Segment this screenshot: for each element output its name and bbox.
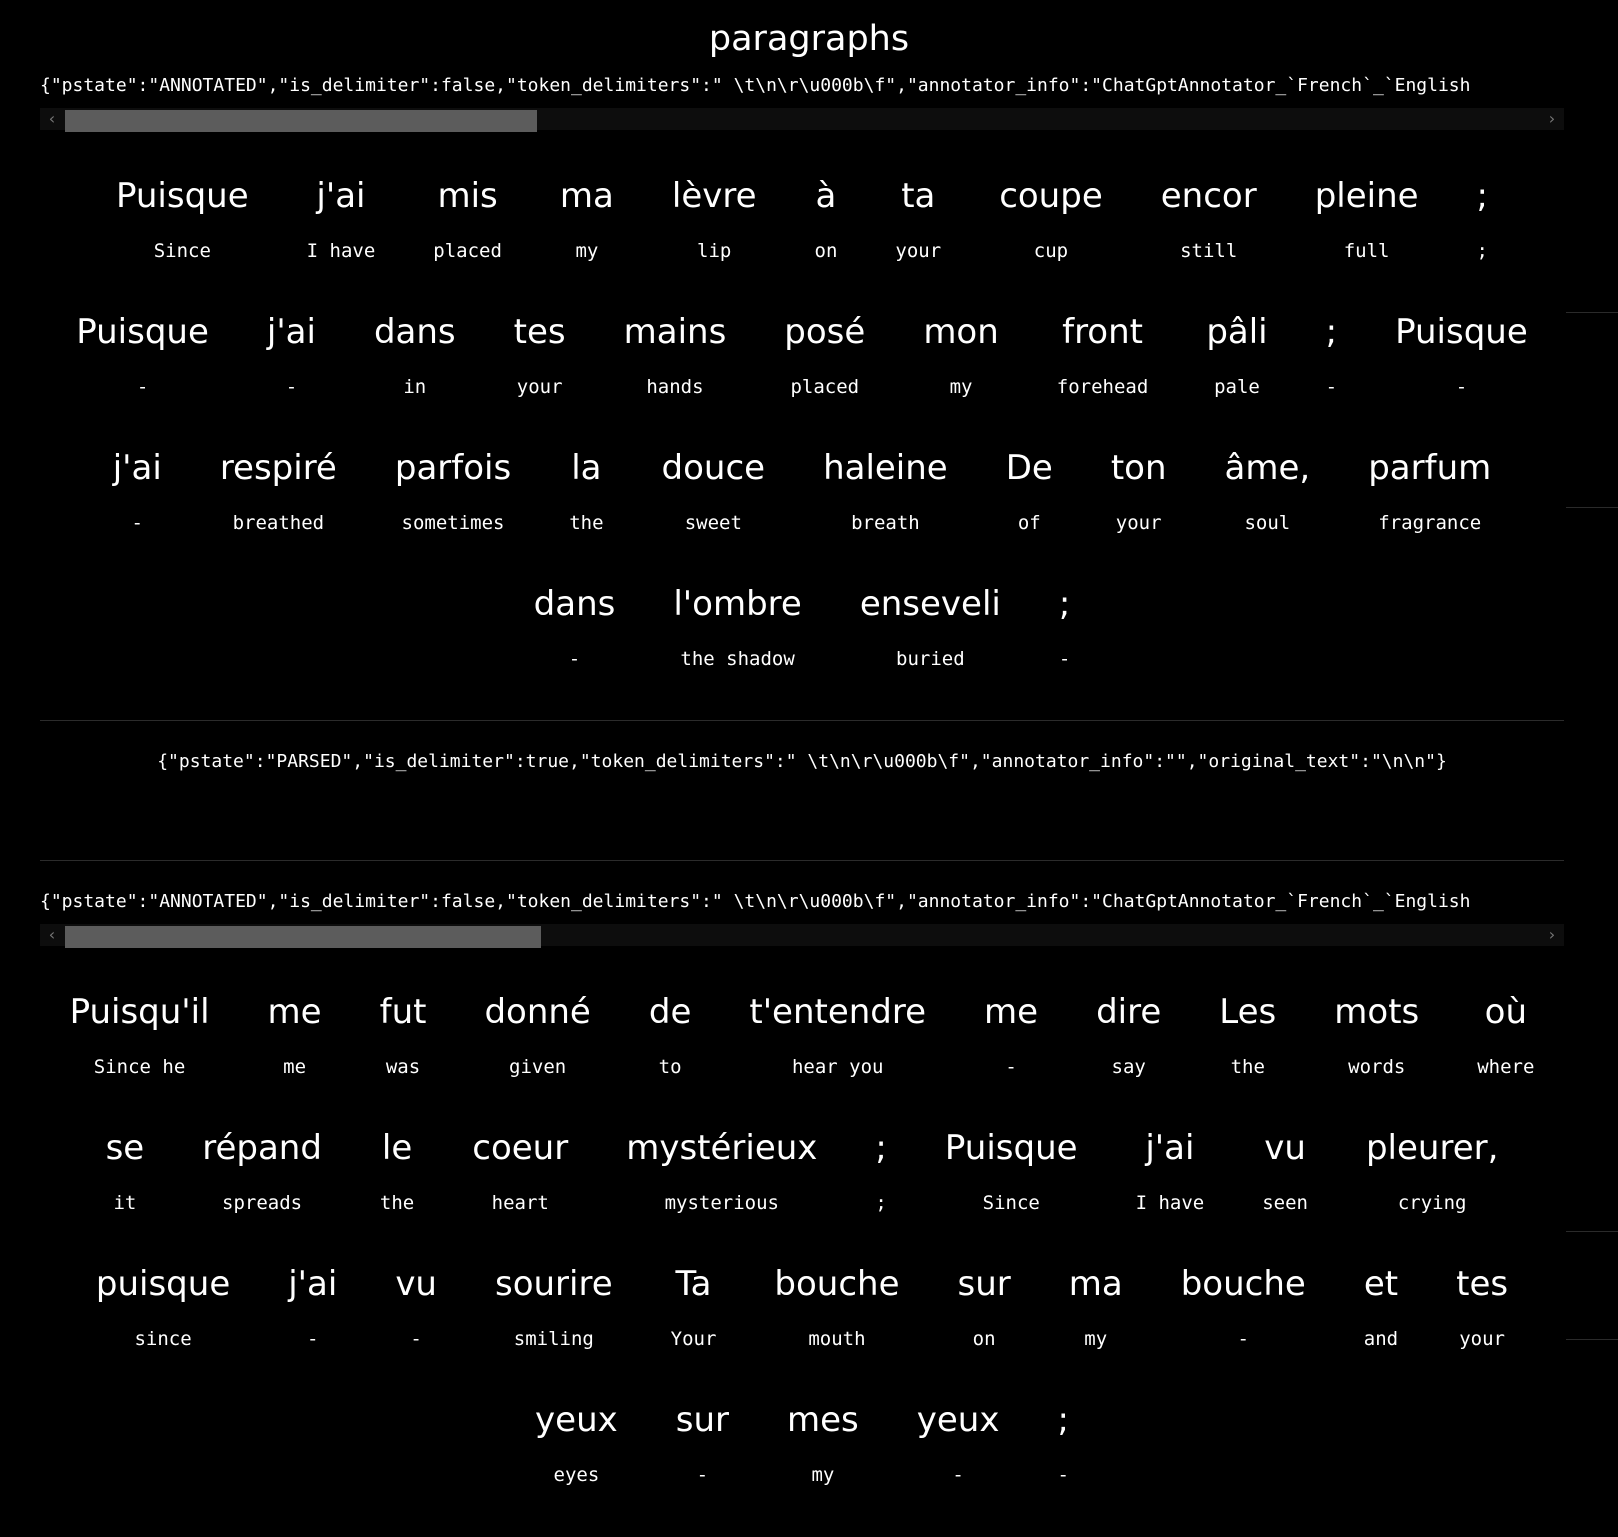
token[interactable] (1335, 1252, 1427, 1388)
token-translation: still (1180, 240, 1238, 262)
token[interactable] (595, 300, 756, 436)
token-word: le (381, 1128, 413, 1168)
scrollbar-thumb[interactable] (65, 110, 537, 132)
token-word: dire (1096, 992, 1162, 1032)
token[interactable] (1152, 1252, 1335, 1388)
token[interactable] (366, 1252, 466, 1388)
scrollbar-thumb[interactable] (65, 926, 541, 948)
token-word: vu (1264, 1128, 1306, 1168)
token-translation: - (1057, 1464, 1069, 1486)
token-translation: Since (982, 1192, 1040, 1214)
token-translation: ; (1476, 240, 1488, 262)
token[interactable] (1190, 980, 1305, 1116)
token-word: ta (901, 176, 936, 216)
token-word: j'ai (316, 176, 366, 216)
token[interactable] (1028, 300, 1178, 436)
token[interactable] (1297, 300, 1366, 436)
token-translation: crying (1397, 1192, 1467, 1214)
annotated-paragraph (40, 980, 1564, 1524)
token[interactable] (239, 980, 351, 1116)
token-translation: given (509, 1056, 567, 1078)
token[interactable] (466, 1252, 642, 1388)
token-word: donné (484, 992, 591, 1032)
token[interactable] (647, 1388, 758, 1524)
token[interactable] (642, 1252, 746, 1388)
token[interactable] (455, 980, 619, 1116)
token-translation: say (1111, 1056, 1146, 1078)
token-translation: - (1237, 1328, 1249, 1350)
token[interactable] (485, 300, 595, 436)
token-translation: - (1325, 376, 1338, 398)
edge-divider (1566, 312, 1618, 313)
token[interactable] (633, 436, 795, 572)
token[interactable] (351, 980, 456, 1116)
token[interactable] (404, 164, 531, 300)
token[interactable] (977, 436, 1082, 572)
token-word: dans (373, 312, 456, 352)
token-word: ma (1068, 1264, 1123, 1304)
token[interactable] (755, 300, 894, 436)
token-translation: breath (851, 512, 920, 534)
edge-divider (1566, 1339, 1618, 1340)
token[interactable] (1286, 164, 1448, 300)
token[interactable] (1339, 436, 1520, 572)
token-word: de (648, 992, 692, 1032)
token-translation: in (403, 376, 427, 398)
token-translation: words (1348, 1056, 1406, 1078)
token-word: ; (875, 1128, 887, 1168)
token-translation: - (1058, 648, 1071, 670)
annotated-paragraph (40, 164, 1564, 708)
token[interactable] (238, 300, 345, 436)
token[interactable] (1337, 1116, 1527, 1252)
token[interactable] (191, 436, 366, 572)
edge-divider (1566, 507, 1618, 508)
token[interactable] (67, 1252, 259, 1388)
token-translation: - (131, 512, 143, 534)
token-translation: - (568, 648, 581, 670)
token-word: coeur (472, 1128, 569, 1168)
token-translation: pale (1214, 376, 1260, 398)
token-word: sur (675, 1400, 729, 1440)
token-translation: - (1455, 376, 1468, 398)
token-translation: ; (875, 1192, 887, 1214)
token[interactable] (786, 164, 867, 300)
token-word: me (267, 992, 322, 1032)
token-translation: - (952, 1464, 964, 1486)
token-word: ton (1110, 448, 1167, 488)
token[interactable] (345, 300, 485, 436)
token-word: mes (787, 1400, 859, 1440)
token-word: pleurer, (1365, 1128, 1499, 1168)
token-word: yeux (535, 1400, 618, 1440)
token-translation: on (972, 1328, 996, 1350)
token[interactable] (831, 572, 1030, 708)
token[interactable] (745, 1252, 928, 1388)
paragraph-json: {"pstate":"ANNOTATED","is_delimiter":false,"token_delimiters":" \t\n\r\u000b\f","annotator_info":"ChatGptAnnotator_`French`_`English (40, 75, 1471, 96)
paragraph-metadata (40, 72, 1564, 132)
token-word: Puisque (76, 312, 209, 352)
token-word: parfum (1368, 448, 1492, 488)
token-word: me (984, 992, 1039, 1032)
scroll-left-icon[interactable]: ‹ (48, 109, 56, 128)
token[interactable] (1448, 980, 1563, 1116)
token-word: mains (623, 312, 727, 352)
scroll-right-icon[interactable]: › (1548, 925, 1556, 944)
token-translation: Your (670, 1328, 717, 1350)
token[interactable] (506, 1388, 647, 1524)
scroll-right-icon[interactable]: › (1548, 109, 1556, 128)
edge-divider (1566, 1231, 1618, 1232)
token-word: où (1484, 992, 1528, 1032)
token-word: bouche (774, 1264, 900, 1304)
token-word: ; (1476, 176, 1489, 216)
token-word: mots (1334, 992, 1420, 1032)
horizontal-scrollbar[interactable] (40, 924, 1564, 946)
token-line (40, 1252, 1564, 1388)
token-translation: soul (1244, 512, 1291, 534)
token[interactable] (794, 436, 977, 572)
token-word: âme, (1224, 448, 1311, 488)
token-word: Puisque (944, 1128, 1078, 1168)
token-translation: - (136, 376, 149, 398)
token-translation: the (379, 1192, 415, 1214)
token[interactable] (1233, 1116, 1337, 1252)
token[interactable] (540, 436, 632, 572)
token-word: mon (923, 312, 999, 352)
token[interactable] (1196, 436, 1340, 572)
token[interactable] (1132, 164, 1286, 300)
token-translation: it (113, 1192, 137, 1214)
token-word: répand (202, 1128, 322, 1168)
token[interactable] (894, 300, 1027, 436)
token[interactable] (366, 436, 540, 572)
token-translation: the (569, 512, 604, 534)
token-line (40, 1116, 1564, 1252)
token[interactable] (1028, 1388, 1097, 1524)
token[interactable] (259, 1252, 366, 1388)
token-translation: sweet (684, 512, 742, 534)
token[interactable] (1448, 164, 1517, 300)
token-translation: me (283, 1056, 307, 1078)
token-word: bouche (1180, 1264, 1306, 1304)
token-translation: - (307, 1328, 319, 1350)
token-line (40, 164, 1564, 300)
token[interactable] (1305, 980, 1448, 1116)
token[interactable] (47, 300, 238, 436)
token-word: coupe (999, 176, 1103, 216)
token-translation: I have (1135, 1192, 1205, 1214)
token-word: haleine (823, 448, 948, 488)
token-word: De (1005, 448, 1053, 488)
token[interactable] (1107, 1116, 1234, 1252)
token-word: posé (784, 312, 866, 352)
token-word: à (815, 176, 837, 216)
paragraph-divider (40, 720, 1564, 721)
paragraph-divider (40, 860, 1564, 861)
token[interactable] (644, 572, 830, 708)
token-word: la (571, 448, 602, 488)
token-word: dans (533, 584, 616, 624)
token[interactable] (970, 164, 1132, 300)
token-translation: placed (433, 240, 502, 262)
token-translation: your (895, 240, 942, 262)
token-translation: placed (790, 376, 860, 398)
token-word: Les (1219, 992, 1277, 1032)
token-line (40, 300, 1564, 436)
token-translation: mysterious (664, 1192, 779, 1214)
token-translation: forehead (1056, 376, 1149, 398)
token-translation: hands (646, 376, 704, 398)
horizontal-scrollbar[interactable] (40, 108, 1564, 130)
token-translation: eyes (553, 1464, 600, 1486)
token-word: mystérieux (626, 1128, 818, 1168)
token[interactable] (505, 572, 645, 708)
token-word: ; (1058, 584, 1071, 624)
token-translation: - (1005, 1056, 1017, 1078)
token[interactable] (1427, 1252, 1537, 1388)
token-translation: your (1459, 1328, 1505, 1350)
token[interactable] (443, 1116, 597, 1252)
token-word: yeux (916, 1400, 1000, 1440)
token-translation: my (949, 376, 973, 398)
token-line (40, 572, 1564, 708)
token-word: ; (1057, 1400, 1069, 1440)
token-translation: my (575, 240, 599, 262)
token-translation: buried (896, 648, 965, 670)
token[interactable] (643, 164, 786, 300)
token-word: encor (1160, 176, 1257, 216)
token[interactable] (1067, 980, 1190, 1116)
token-translation: to (658, 1056, 682, 1078)
token-translation: cup (1033, 240, 1069, 262)
token-word: mis (437, 176, 498, 216)
token[interactable] (597, 1116, 846, 1252)
paragraph-metadata (40, 888, 1564, 948)
token-word: j'ai (112, 448, 162, 488)
token-translation: the (1230, 1056, 1265, 1078)
token-translation: your (516, 376, 563, 398)
token-line (40, 436, 1564, 572)
token-translation: lip (697, 240, 732, 262)
token-word: enseveli (859, 584, 1001, 624)
token-word: et (1363, 1264, 1399, 1304)
token[interactable] (41, 980, 239, 1116)
token-translation: my (811, 1464, 835, 1486)
token-translation: mouth (808, 1328, 866, 1350)
token-word: sourire (494, 1264, 613, 1304)
token[interactable] (87, 164, 278, 300)
token-translation: hear you (791, 1056, 884, 1078)
token-translation: my (1084, 1328, 1108, 1350)
token-word: puisque (95, 1264, 231, 1304)
token[interactable] (173, 1116, 351, 1252)
token-word: j'ai (1145, 1128, 1195, 1168)
token[interactable] (1177, 300, 1296, 436)
token-translation: heart (491, 1192, 549, 1214)
page-title: paragraphs (708, 19, 910, 59)
token-word: l'ombre (673, 584, 802, 624)
token-translation: Since (153, 240, 211, 262)
token-word: j'ai (288, 1264, 338, 1304)
delimiter-paragraph-json: {"pstate":"PARSED","is_delimiter":true,"token_delimiters":" \t\n\r\u000b\f","annotator_info":"","original_text":"\n\n"} (157, 751, 1447, 772)
token[interactable] (620, 980, 721, 1116)
token-word: pâli (1206, 312, 1268, 352)
token-word: respiré (219, 448, 337, 488)
token[interactable] (888, 1388, 1029, 1524)
token[interactable] (84, 436, 191, 572)
token-translation: of (1017, 512, 1041, 534)
token-word: j'ai (266, 312, 316, 352)
token-translation: - (410, 1328, 422, 1350)
token-translation: on (814, 240, 838, 262)
token-word: front (1062, 312, 1143, 352)
token-word: Ta (675, 1264, 712, 1304)
token-word: Puisque (115, 176, 249, 216)
token-word: douce (661, 448, 766, 488)
token-translation: breathed (232, 512, 325, 534)
token[interactable] (758, 1388, 888, 1524)
token[interactable] (351, 1116, 443, 1252)
token-word: tes (513, 312, 566, 352)
token-word: tes (1456, 1264, 1509, 1304)
scroll-left-icon[interactable]: ‹ (48, 925, 56, 944)
token[interactable] (1366, 300, 1557, 436)
token-translation: the shadow (680, 648, 795, 670)
token-translation: fragrance (1378, 512, 1482, 534)
token[interactable] (77, 1116, 174, 1252)
token-word: pleine (1314, 176, 1419, 216)
token-word: ; (1325, 312, 1338, 352)
token-word: Puisque (1395, 312, 1528, 352)
token-translation: and (1363, 1328, 1399, 1350)
token-translation: smiling (513, 1328, 594, 1350)
token[interactable] (1040, 1252, 1152, 1388)
token-translation: full (1343, 240, 1390, 262)
paragraph-json: {"pstate":"ANNOTATED","is_delimiter":false,"token_delimiters":" \t\n\r\u000b\f","annotator_info":"ChatGptAnnotator_`French`_`English (40, 891, 1471, 912)
token-translation: sometimes (401, 512, 505, 534)
token-translation: Since he (93, 1056, 186, 1078)
token-word: t'entendre (749, 992, 927, 1032)
token-translation: seen (1262, 1192, 1308, 1214)
token[interactable] (278, 164, 405, 300)
token-word: fut (379, 992, 427, 1032)
token-word: sur (957, 1264, 1011, 1304)
token[interactable] (928, 1252, 1039, 1388)
token-translation: - (285, 376, 298, 398)
token-translation: - (696, 1464, 709, 1486)
token-line (40, 1388, 1564, 1524)
token[interactable] (955, 980, 1067, 1116)
token[interactable] (1082, 436, 1196, 572)
token-word: parfois (394, 448, 512, 488)
token-line (40, 980, 1564, 1116)
token-word: lèvre (671, 176, 757, 216)
token[interactable] (846, 1116, 915, 1252)
token[interactable] (866, 164, 970, 300)
token-translation: spreads (222, 1192, 303, 1214)
token-translation: your (1115, 512, 1162, 534)
token-word: se (105, 1128, 145, 1168)
token-translation: where (1477, 1056, 1535, 1078)
token-word: ma (559, 176, 614, 216)
token[interactable] (916, 1116, 1107, 1252)
token[interactable] (531, 164, 643, 300)
token-word: Puisqu'il (69, 992, 210, 1032)
token-translation: since (134, 1328, 192, 1350)
token-translation: was (385, 1056, 421, 1078)
token-translation: I have (306, 240, 376, 262)
token[interactable] (720, 980, 955, 1116)
token-word: vu (395, 1264, 437, 1304)
token[interactable] (1030, 572, 1099, 708)
